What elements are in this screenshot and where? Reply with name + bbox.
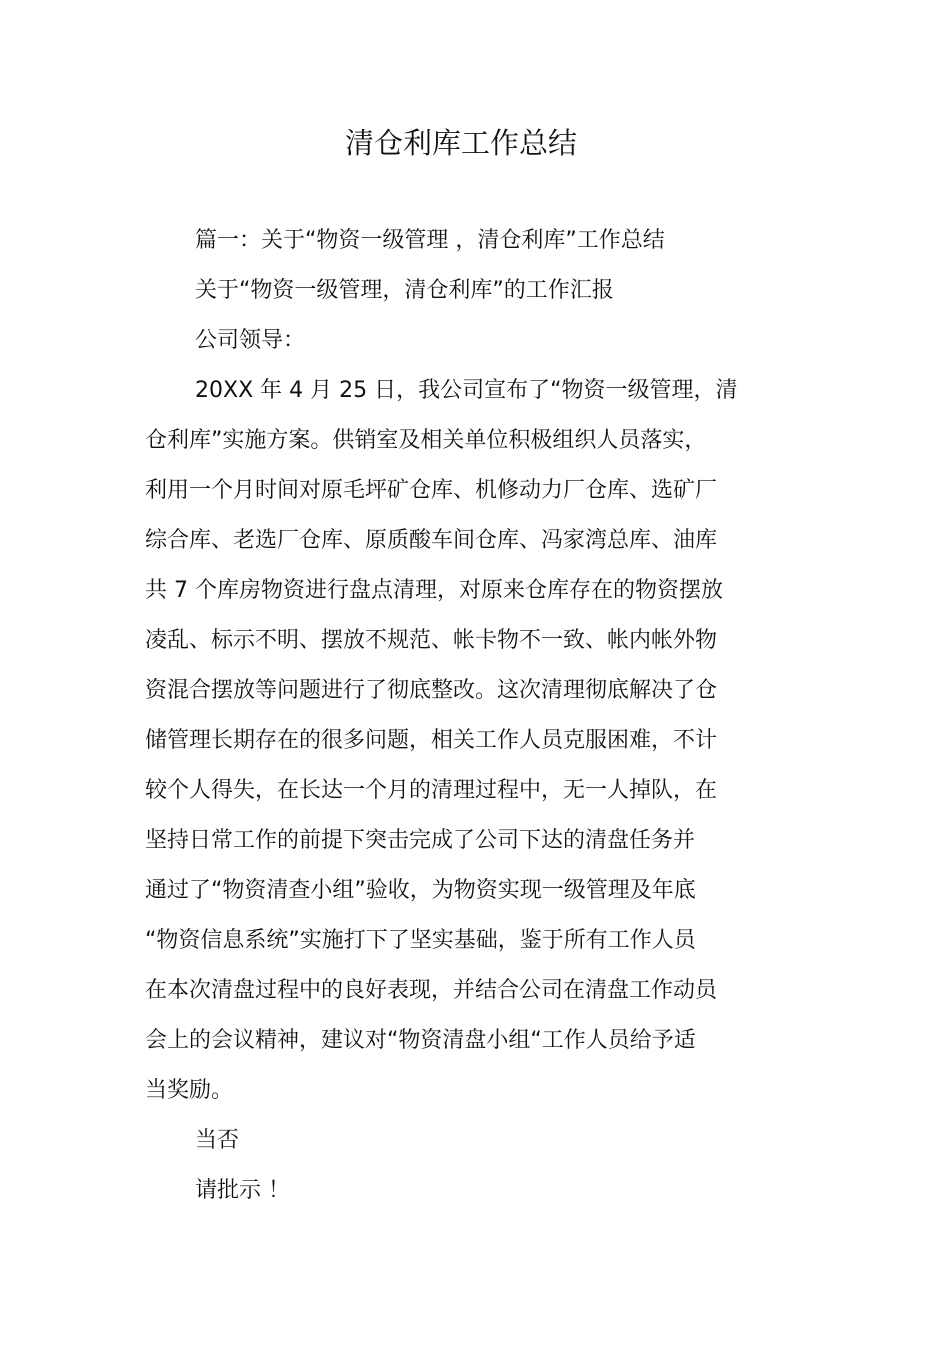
section-heading: 篇一：关于“物资一级管理 ，清仓利库”工作总结 [195, 228, 665, 253]
paragraph-line: 20XX 年 4 月 25 日，我公司宣布了“物资一级管理，清 [195, 378, 738, 403]
paragraph-line: 凌乱、标示不明、摆放不规范、帐卡物不一致、帐内帐外物 [145, 628, 718, 653]
paragraph-line: 储管理长期存在的很多问题，相关工作人员克服困难，不计 [145, 728, 718, 753]
report-title: 关于“物资一级管理，清仓利库”的工作汇报 [195, 278, 614, 303]
paragraph-line: 共 7 个库房物资进行盘点清理，对原来仓库存在的物资摆放 [145, 578, 723, 603]
paragraph-line: 坚持日常工作的前提下突击完成了公司下达的清盘任务并 [145, 828, 696, 853]
paragraph-line: “物资信息系统”实施打下了坚实基础，鉴于所有工作人员 [145, 928, 696, 953]
document-title: 清仓利库工作总结 [344, 126, 577, 160]
paragraph-line: 较个人得失，在长达一个月的清理过程中，无一人掉队，在 [145, 778, 718, 803]
paragraph-line: 通过了“物资清查小组”验收，为物资实现一级管理及年底 [145, 878, 696, 903]
paragraph-line: 当奖励。 [145, 1078, 234, 1103]
closing-line: 当否 [195, 1128, 240, 1153]
paragraph-line: 资混合摆放等问题进行了彻底整改。这次清理彻底解决了仓 [145, 678, 718, 703]
paragraph-line: 会上的会议精神，建议对“物资清盘小组“工作人员给予适 [145, 1028, 696, 1053]
paragraph-line: 在本次清盘过程中的良好表现，并结合公司在清盘工作动员 [145, 978, 718, 1003]
paragraph-line: 综合库、老选厂仓库、原质酸车间仓库、冯家湾总库、油库 [145, 528, 718, 553]
salutation: 公司领导： [195, 328, 306, 353]
closing-request: 请批示 ！ [195, 1178, 290, 1203]
paragraph-line: 仓利库”实施方案。供销室及相关单位积极组织人员落实， [145, 428, 707, 453]
paragraph-line: 利用一个月时间对原毛坪矿仓库、机修动力厂仓库、选矿厂 [145, 478, 718, 503]
